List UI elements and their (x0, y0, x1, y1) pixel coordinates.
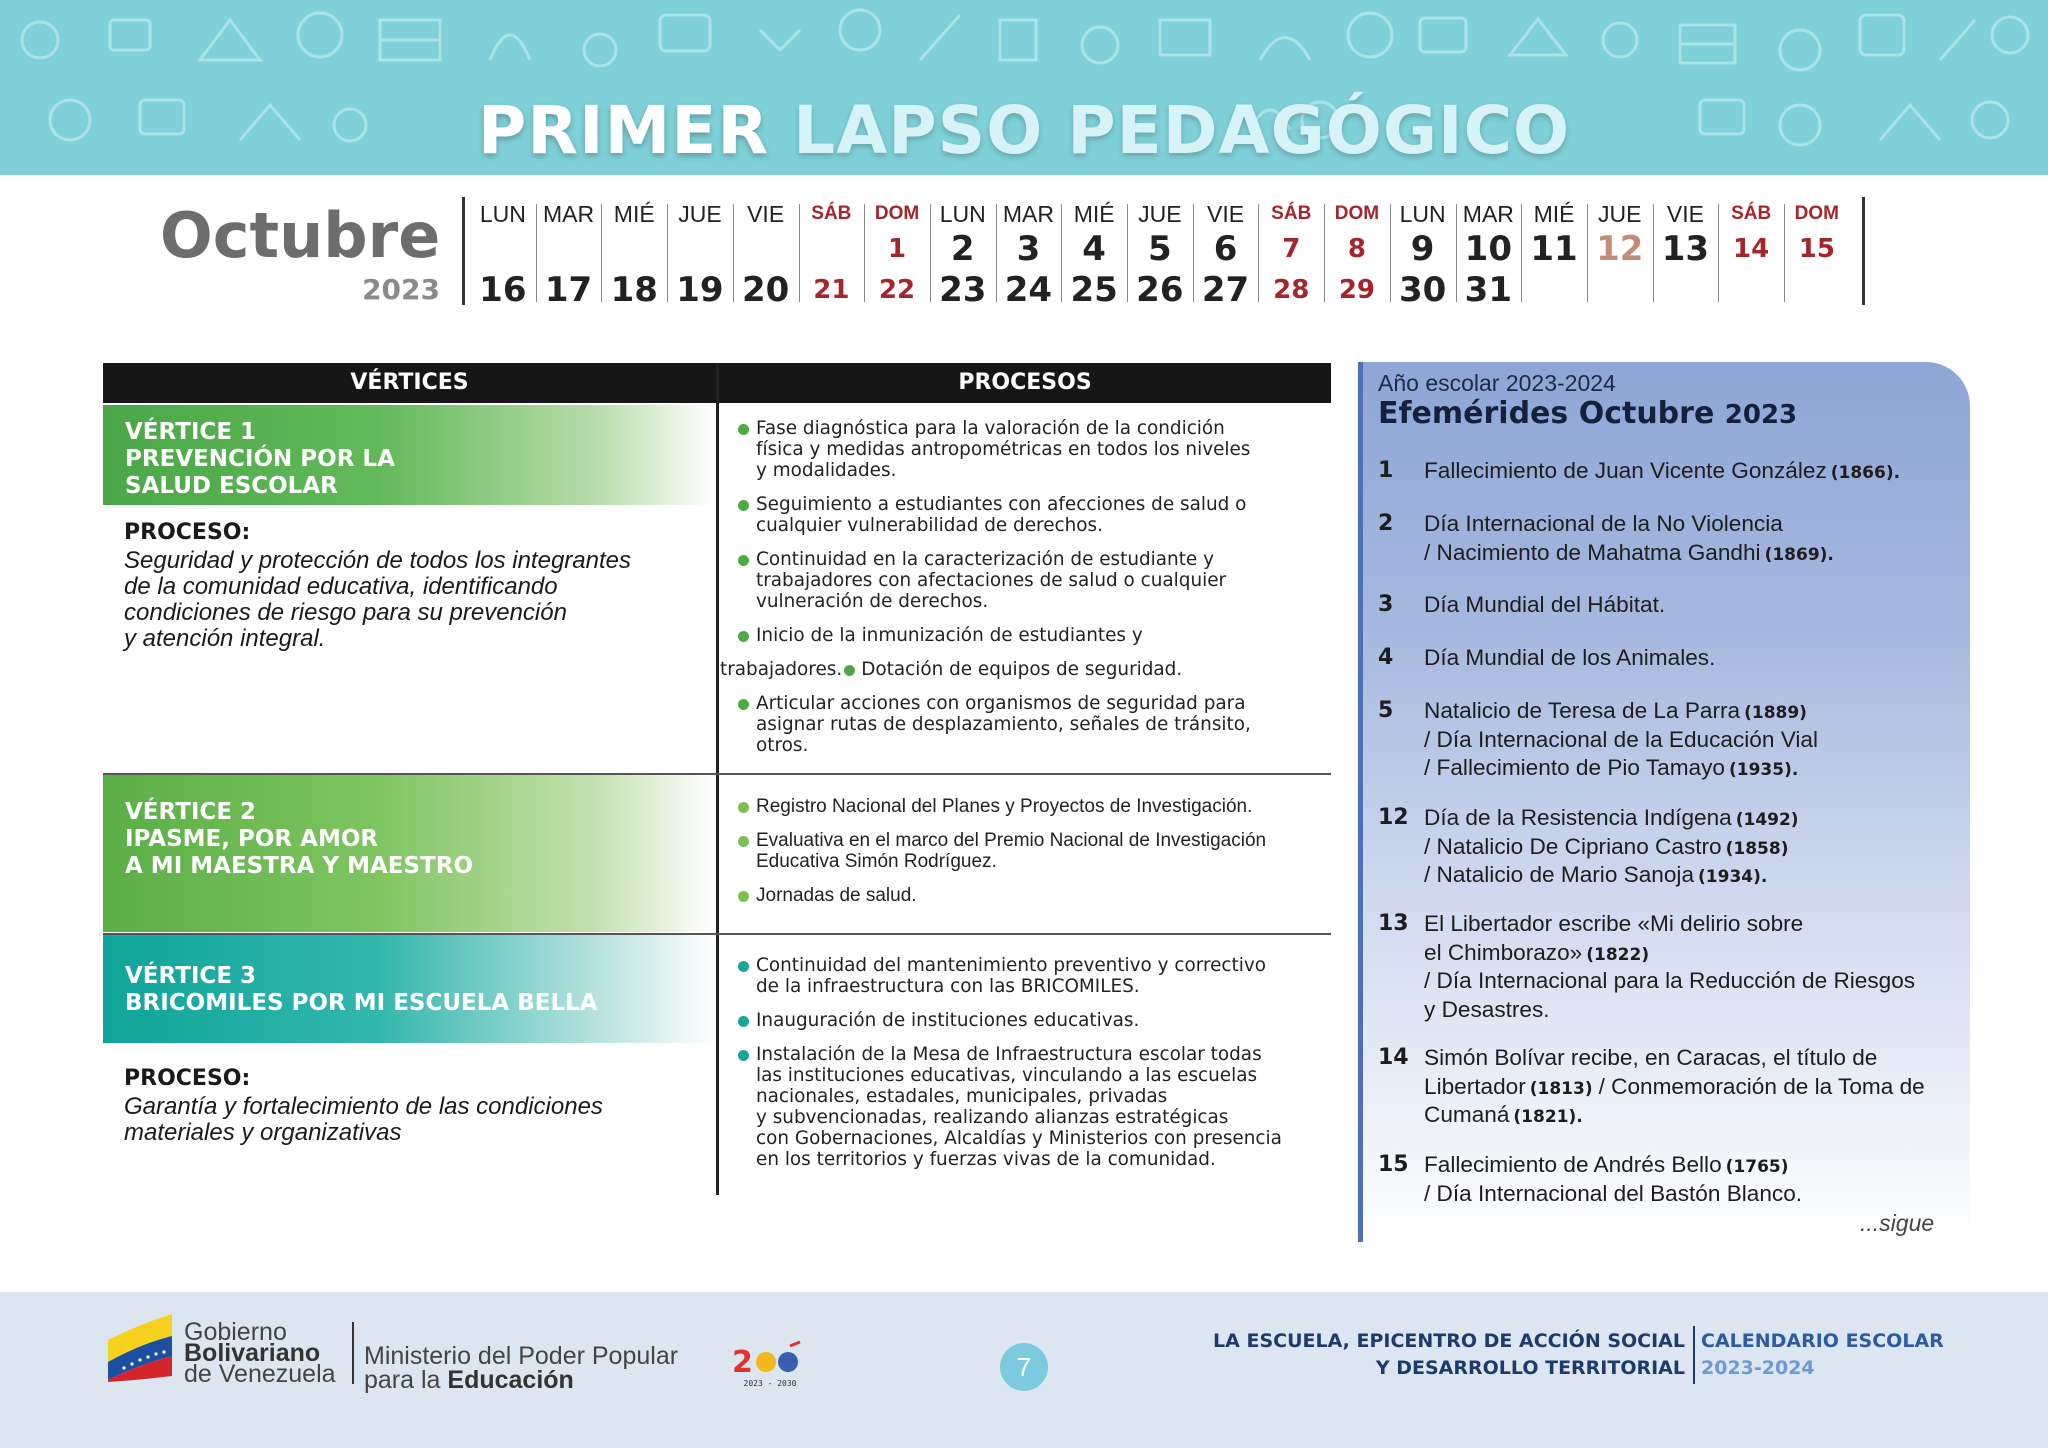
weekday-label: JUE (1138, 201, 1182, 227)
weekday-label: MAR (542, 201, 595, 227)
slogan-line2: Y DESARROLLO TERRITORIAL (1375, 1357, 1685, 1379)
day-number-bottom (1587, 270, 1653, 310)
calendar-strip (470, 200, 1860, 310)
gov-line3: de Venezuela (184, 1360, 336, 1388)
day-number-bottom: 31 (1464, 270, 1512, 310)
proceso-label: PROCESO: (124, 520, 251, 545)
efemeride-day: 14 (1378, 1045, 1409, 1070)
weekday-label: LUN (479, 201, 526, 227)
list-item: Instalación de la Mesa de Infraestructura escolar todas las instituciones educativas, vinculando a las escuelas nacionales, estadales, municipales, privadas y subvencionadas, realizando alianzas estratégicas con Gobernaciones, Alcaldías y Ministerios con presencia en los territorios y fuerzas vivas de la comunidad. (738, 1044, 1318, 1170)
efemeride-day: 5 (1378, 698, 1394, 723)
efemeride-day: 2 (1378, 511, 1394, 536)
efemeride-year: (1492) (1735, 810, 1799, 830)
efemeride-line (1424, 911, 1964, 940)
day-separator (1784, 204, 1785, 302)
footer-slogan (1180, 1328, 1685, 1382)
calendar-day-column (1587, 200, 1653, 310)
bullet-icon (738, 891, 749, 902)
day-number-bottom: 18 (610, 270, 658, 310)
day-number-bottom: 30 (1398, 270, 1447, 310)
calendar-day-column (864, 200, 930, 310)
day-number-top: 6 (1213, 229, 1238, 269)
efemeride-text: Fallecimiento de Juan Vicente González (1424, 458, 1827, 483)
day-number-top (733, 228, 799, 270)
list-item: Registro Nacional del Planes y Proyectos de Investigación. (738, 796, 1318, 817)
bicentennial-logo (730, 1340, 810, 1388)
calendar-divider-left (462, 197, 465, 305)
efemeride-day: 12 (1378, 805, 1409, 830)
vertex-3-proceso (124, 1066, 704, 1146)
efemeride-text: / Conmemoración de la Toma de (1598, 1073, 1925, 1099)
day-number-bottom: 28 (1273, 275, 1310, 305)
gov-line2: Bolivariano (184, 1339, 321, 1367)
bullet-icon (738, 836, 749, 847)
efemeride-line (1424, 1074, 1964, 1103)
weekday-label: JUE (1598, 201, 1642, 227)
efemeride-text: / Día Internacional para la Reducción de Riesgos (1424, 968, 1916, 993)
page-number: 7 (1000, 1343, 1048, 1391)
efemeride-year: (1813) (1529, 1078, 1593, 1099)
calendar-label: CALENDARIO ESCOLAR (1701, 1330, 1944, 1352)
day-number-bottom: 20 (741, 270, 790, 310)
month-name: Octubre (160, 199, 441, 272)
bullet-icon (738, 555, 749, 566)
day-number-top: 4 (1082, 229, 1106, 269)
bullet-icon (738, 500, 749, 511)
calendar-day-column (1324, 200, 1390, 310)
day-separator (864, 204, 865, 302)
day-number-top: 2 (950, 229, 975, 269)
day-number-top: 10 (1464, 229, 1512, 269)
day-separator (1061, 204, 1062, 302)
efemeride-line (1424, 698, 1964, 727)
weekday-label: VIE (1206, 201, 1245, 227)
list-item: Fase diagnóstica para la valoración de la condición física y medidas antropométricas en todos los niveles y modalidades. (738, 418, 1318, 481)
list-item: Continuidad en la caracterización de estudiante y trabajadores con afectaciones de salud o cualquier vulneración de derechos. (738, 549, 1318, 612)
vertex-2-header (103, 775, 716, 932)
efemeride-year: (1934). (1698, 867, 1768, 887)
day-number-bottom: 29 (1338, 275, 1376, 305)
day-separator (1258, 204, 1259, 302)
efemerides-title-text: Efemérides Octubre (1378, 396, 1715, 431)
vertex-1-title: VÉRTICE 1 (125, 419, 257, 445)
efemeride-line (1424, 805, 1964, 834)
day-number-bottom (1653, 270, 1719, 310)
efemeride-text: Día Internacional de la No Violencia (1424, 511, 1783, 536)
day-separator (1324, 204, 1325, 302)
vertex-1-procesos-list (720, 418, 1318, 769)
day-number-bottom: 24 (1004, 270, 1053, 310)
efemeride-text: el Chimborazo» (1424, 939, 1583, 965)
weekday-label: LUN (1399, 201, 1446, 227)
list-item: Inauguración de instituciones educativas. (738, 1010, 1318, 1031)
weekday-label: LUN (939, 201, 986, 227)
proceso-text-line: Garantía y fortalecimiento de las condiciones (124, 1093, 603, 1120)
bullet-icon (738, 1050, 749, 1061)
calendar-day-column (733, 200, 799, 310)
efemeride-line (1424, 940, 1964, 969)
government-logo-text (184, 1318, 336, 1388)
venezuela-flag-logo (104, 1310, 176, 1382)
weekday-label: SÁB (811, 203, 852, 224)
header-banner (0, 0, 2048, 175)
vertex-1-proceso (124, 520, 704, 652)
calendar-day-column (1390, 200, 1456, 310)
calendar-day-column (1456, 200, 1522, 310)
continues-label: ...sigue (1860, 1210, 1935, 1236)
efemeride-year: (1869). (1764, 544, 1834, 565)
vertex-1-name-line2: SALUD ESCOLAR (125, 473, 338, 499)
efemeride-year: (1821). (1513, 1107, 1583, 1127)
banner-title (0, 92, 2048, 169)
day-separator (1587, 204, 1588, 302)
calendar-day-column (536, 200, 602, 310)
day-number-top: 8 (1347, 234, 1366, 264)
day-number-top (601, 228, 667, 270)
calendar-year: 2023-2024 (1701, 1357, 1815, 1379)
bullet-icon (738, 699, 749, 710)
day-number-bottom (1784, 270, 1850, 310)
banner-title-part2: LAPSO PEDAGÓGICO (793, 92, 1571, 169)
efemerides-school-year: Año escolar 2023-2024 (1378, 370, 1616, 396)
efemeride-text: Simón Bolívar recibe, en Caracas, el título de (1424, 1045, 1878, 1070)
day-separator (1456, 204, 1457, 302)
efemeride-text: y Desastres. (1424, 996, 1550, 1022)
day-number-bottom: 19 (676, 270, 724, 310)
vertex-3-name-line1: BRICOMILES POR MI ESCUELA BELLA (125, 990, 598, 1016)
bullet-icon (844, 665, 855, 676)
efemerides-title (1378, 396, 1797, 431)
weekday-label: MIÉ (1533, 201, 1575, 227)
efemeride-text: El Libertador escribe «Mi delirio sobre (1424, 911, 1804, 936)
day-number-bottom: 21 (813, 275, 850, 305)
efemeride-text: Fallecimiento de Andrés Bello (1424, 1152, 1722, 1177)
day-separator (930, 204, 931, 302)
day-number-top: 12 (1596, 229, 1644, 269)
vertex-2-name-line2: A MI MAESTRA Y MAESTRO (125, 853, 474, 879)
calendar-day-column (1127, 200, 1193, 310)
day-number-top: 7 (1282, 234, 1301, 264)
ministry-logo-text (364, 1344, 678, 1392)
efemeride-line (1424, 834, 1964, 863)
day-separator (601, 204, 602, 302)
day-number-top: 11 (1530, 229, 1578, 269)
efemeride-year: (1822) (1586, 944, 1650, 965)
list-item: Jornadas de salud. (738, 885, 1318, 906)
weekday-label: MIÉ (613, 201, 655, 227)
column-header-vertices: VÉRTICES (103, 363, 716, 403)
vertex-2-procesos-list (738, 796, 1318, 919)
list-item: Evaluativa en el marco del Premio Nacional de Investigación Educativa Simón Rodríguez. (738, 830, 1318, 872)
day-number-top: 13 (1661, 229, 1710, 269)
efemeride-day: 4 (1378, 645, 1394, 670)
calendar-day-column (996, 200, 1062, 310)
day-number-top: 14 (1733, 234, 1770, 264)
day-number-bottom: 17 (544, 270, 593, 310)
column-header-procesos: PROCESOS (719, 363, 1331, 403)
day-number-top (799, 228, 865, 270)
day-separator (667, 204, 668, 302)
efemeride-line (1424, 645, 1964, 674)
weekday-label: MAR (1462, 201, 1514, 227)
day-number-top (470, 228, 536, 270)
weekday-label: SÁB (1731, 203, 1772, 224)
weekday-label: VIE (747, 201, 785, 227)
proceso-text-line: y atención integral. (124, 625, 326, 652)
vertex-2-title: VÉRTICE 2 (125, 799, 257, 825)
gov-line1: Gobierno (184, 1318, 287, 1346)
weekday-label: MIÉ (1073, 201, 1115, 227)
day-number-top: 9 (1410, 229, 1435, 269)
efemeride-day: 3 (1378, 592, 1394, 617)
day-number-bottom: 23 (939, 270, 987, 310)
day-number-top: 15 (1798, 234, 1835, 264)
day-number-bottom: 25 (1070, 270, 1118, 310)
day-number-top: 5 (1148, 229, 1172, 269)
calendar-day-column (1718, 200, 1784, 310)
ministry-line2: para la Educación (364, 1366, 574, 1394)
day-number-bottom (1718, 270, 1784, 310)
day-separator (1193, 204, 1194, 302)
day-number-top (536, 228, 602, 270)
efemeride-text: / Día Internacional de la Educación Vial (1424, 726, 1818, 752)
bullet-icon (738, 424, 749, 435)
efemeride-text: Día Mundial del Hábitat. (1424, 592, 1666, 617)
efemeride-day: 1 (1378, 458, 1394, 483)
bullet-icon (738, 1016, 749, 1027)
efemeride-line (1424, 755, 1964, 784)
ministry-line1: Ministerio del Poder Popular (364, 1342, 679, 1370)
weekday-label: DOM (1334, 203, 1380, 224)
day-separator (733, 204, 734, 302)
efemeride-line (1424, 997, 1964, 1026)
day-number-bottom: 26 (1136, 270, 1184, 310)
footer-divider (1693, 1326, 1695, 1384)
efemeride-line (1424, 1152, 1964, 1181)
calendar-divider-right (1862, 197, 1865, 305)
day-separator (1653, 204, 1654, 302)
efemeride-line (1424, 458, 1964, 487)
svg-text:2023 - 2030: 2023 - 2030 (743, 1379, 797, 1388)
proceso-text-line: materiales y organizativas (124, 1119, 402, 1146)
footer-calendar-label (1701, 1328, 1944, 1382)
efemeride-text: / Natalicio De Cipriano Castro (1424, 833, 1722, 859)
month-year: 2023 (362, 273, 440, 306)
svg-text:2: 2 (732, 1345, 753, 1380)
efemeride-line (1424, 862, 1964, 891)
calendar-day-column (601, 200, 667, 310)
slogan-line1: LA ESCUELA, EPICENTRO DE ACCIÓN SOCIAL (1213, 1330, 1685, 1352)
calendar-day-column (1784, 200, 1850, 310)
calendar-day-column (1521, 200, 1587, 310)
efemeride-text: / Nacimiento de Mahatma Gandhi (1424, 539, 1761, 565)
efemerides-accent-line (1358, 362, 1363, 1242)
bullet-icon (738, 802, 749, 813)
footer-divider (352, 1322, 354, 1384)
efemeride-year: (1935). (1728, 760, 1799, 780)
calendar-day-column (667, 200, 733, 310)
weekday-label: MAR (1002, 201, 1054, 227)
list-item: Articular acciones con organismos de seguridad para asignar rutas de desplazamiento, señales de tránsito, otros. (738, 693, 1318, 756)
day-separator (1390, 204, 1391, 302)
day-number-top (667, 228, 733, 270)
bullet-icon (738, 631, 749, 642)
day-number-bottom: 22 (878, 275, 916, 305)
efemeride-year: (1765) (1725, 1157, 1789, 1177)
weekday-label: JUE (678, 201, 722, 227)
weekday-label: VIE (1666, 201, 1704, 227)
efemeride-text: / Fallecimiento de Pio Tamayo (1424, 755, 1725, 780)
proceso-text-line: condiciones de riesgo para su prevención (124, 599, 567, 626)
efemerides-title-year: 2023 (1724, 400, 1798, 430)
efemeride-line (1424, 1102, 1964, 1131)
efemeride-line (1424, 511, 1964, 540)
list-item: Seguimiento a estudiantes con afecciones de salud o cualquier vulnerabilidad de derechos. (738, 494, 1318, 536)
efemeride-line (1424, 968, 1964, 997)
vertex-3-title: VÉRTICE 3 (125, 963, 257, 989)
calendar-day-column (930, 200, 996, 310)
proceso-text-line: de la comunidad educativa, identificando (124, 573, 558, 600)
vertex-3-procesos-list (738, 955, 1318, 1183)
day-separator (1521, 204, 1522, 302)
day-separator (1718, 204, 1719, 302)
weekday-label: DOM (874, 203, 920, 224)
efemeride-line (1424, 1045, 1964, 1074)
weekday-label: DOM (1794, 203, 1839, 224)
day-separator (799, 204, 800, 302)
list-item-wrap: trabajadores. Dotación de equipos de seguridad. (720, 659, 1183, 680)
day-number-bottom (1521, 270, 1587, 310)
efemeride-text: Cumaná (1424, 1102, 1510, 1127)
proceso-text-line: Seguridad y protección de todos los integrantes (124, 547, 631, 574)
efemeride-line (1424, 727, 1964, 756)
day-number-top: 1 (887, 234, 907, 264)
efemeride-text: Día Mundial de los Animales. (1424, 645, 1716, 670)
day-separator (996, 204, 997, 302)
calendar-day-column (1653, 200, 1719, 310)
banner-title-part1: PRIMER (477, 92, 770, 169)
day-separator (536, 204, 537, 302)
efemeride-text: Libertador (1424, 1073, 1526, 1099)
month-label (160, 199, 441, 306)
list-item: Continuidad del mantenimiento preventivo y correctivo de la infraestructura con las BRICOMILES. (738, 955, 1318, 997)
proceso-label: PROCESO: (124, 1066, 251, 1091)
efemeride-day: 13 (1378, 911, 1409, 936)
efemeride-year: (1858) (1725, 838, 1789, 859)
vertex-2-name-line1: IPASME, POR AMOR (125, 826, 379, 852)
weekday-label: SÁB (1271, 203, 1312, 224)
list-item: Inicio de la inmunización de estudiantes y (738, 625, 1318, 646)
table-column-divider (716, 363, 719, 1195)
efemeride-line (1424, 592, 1964, 621)
day-number-bottom: 27 (1201, 270, 1250, 310)
day-separator (1127, 204, 1128, 302)
efemeride-line (1424, 1181, 1964, 1210)
efemeride-text: Día de la Resistencia Indígena (1424, 805, 1732, 830)
day-number-bottom: 16 (479, 270, 527, 310)
vertex-1-name-line1: PREVENCIÓN POR LA (125, 446, 395, 472)
efemeride-line (1424, 540, 1964, 569)
efemeride-year: (1866). (1830, 463, 1901, 483)
calendar-day-column (1258, 200, 1324, 310)
vertex-1-header (103, 405, 716, 505)
efemeride-year: (1889) (1744, 703, 1807, 723)
bullet-icon (738, 961, 749, 972)
efemeride-text: / Natalicio de Mario Sanoja (1424, 862, 1695, 887)
vertex-3-header (103, 935, 716, 1043)
calendar-day-column (799, 200, 865, 310)
efemeride-day: 15 (1378, 1152, 1409, 1177)
calendar-day-column (470, 200, 536, 310)
calendar-day-column (1061, 200, 1127, 310)
efemeride-text: / Día Internacional del Bastón Blanco. (1424, 1180, 1803, 1206)
efemeride-text: Natalicio de Teresa de La Parra (1424, 698, 1741, 723)
day-number-top: 3 (1016, 229, 1041, 269)
calendar-day-column (1193, 200, 1259, 310)
